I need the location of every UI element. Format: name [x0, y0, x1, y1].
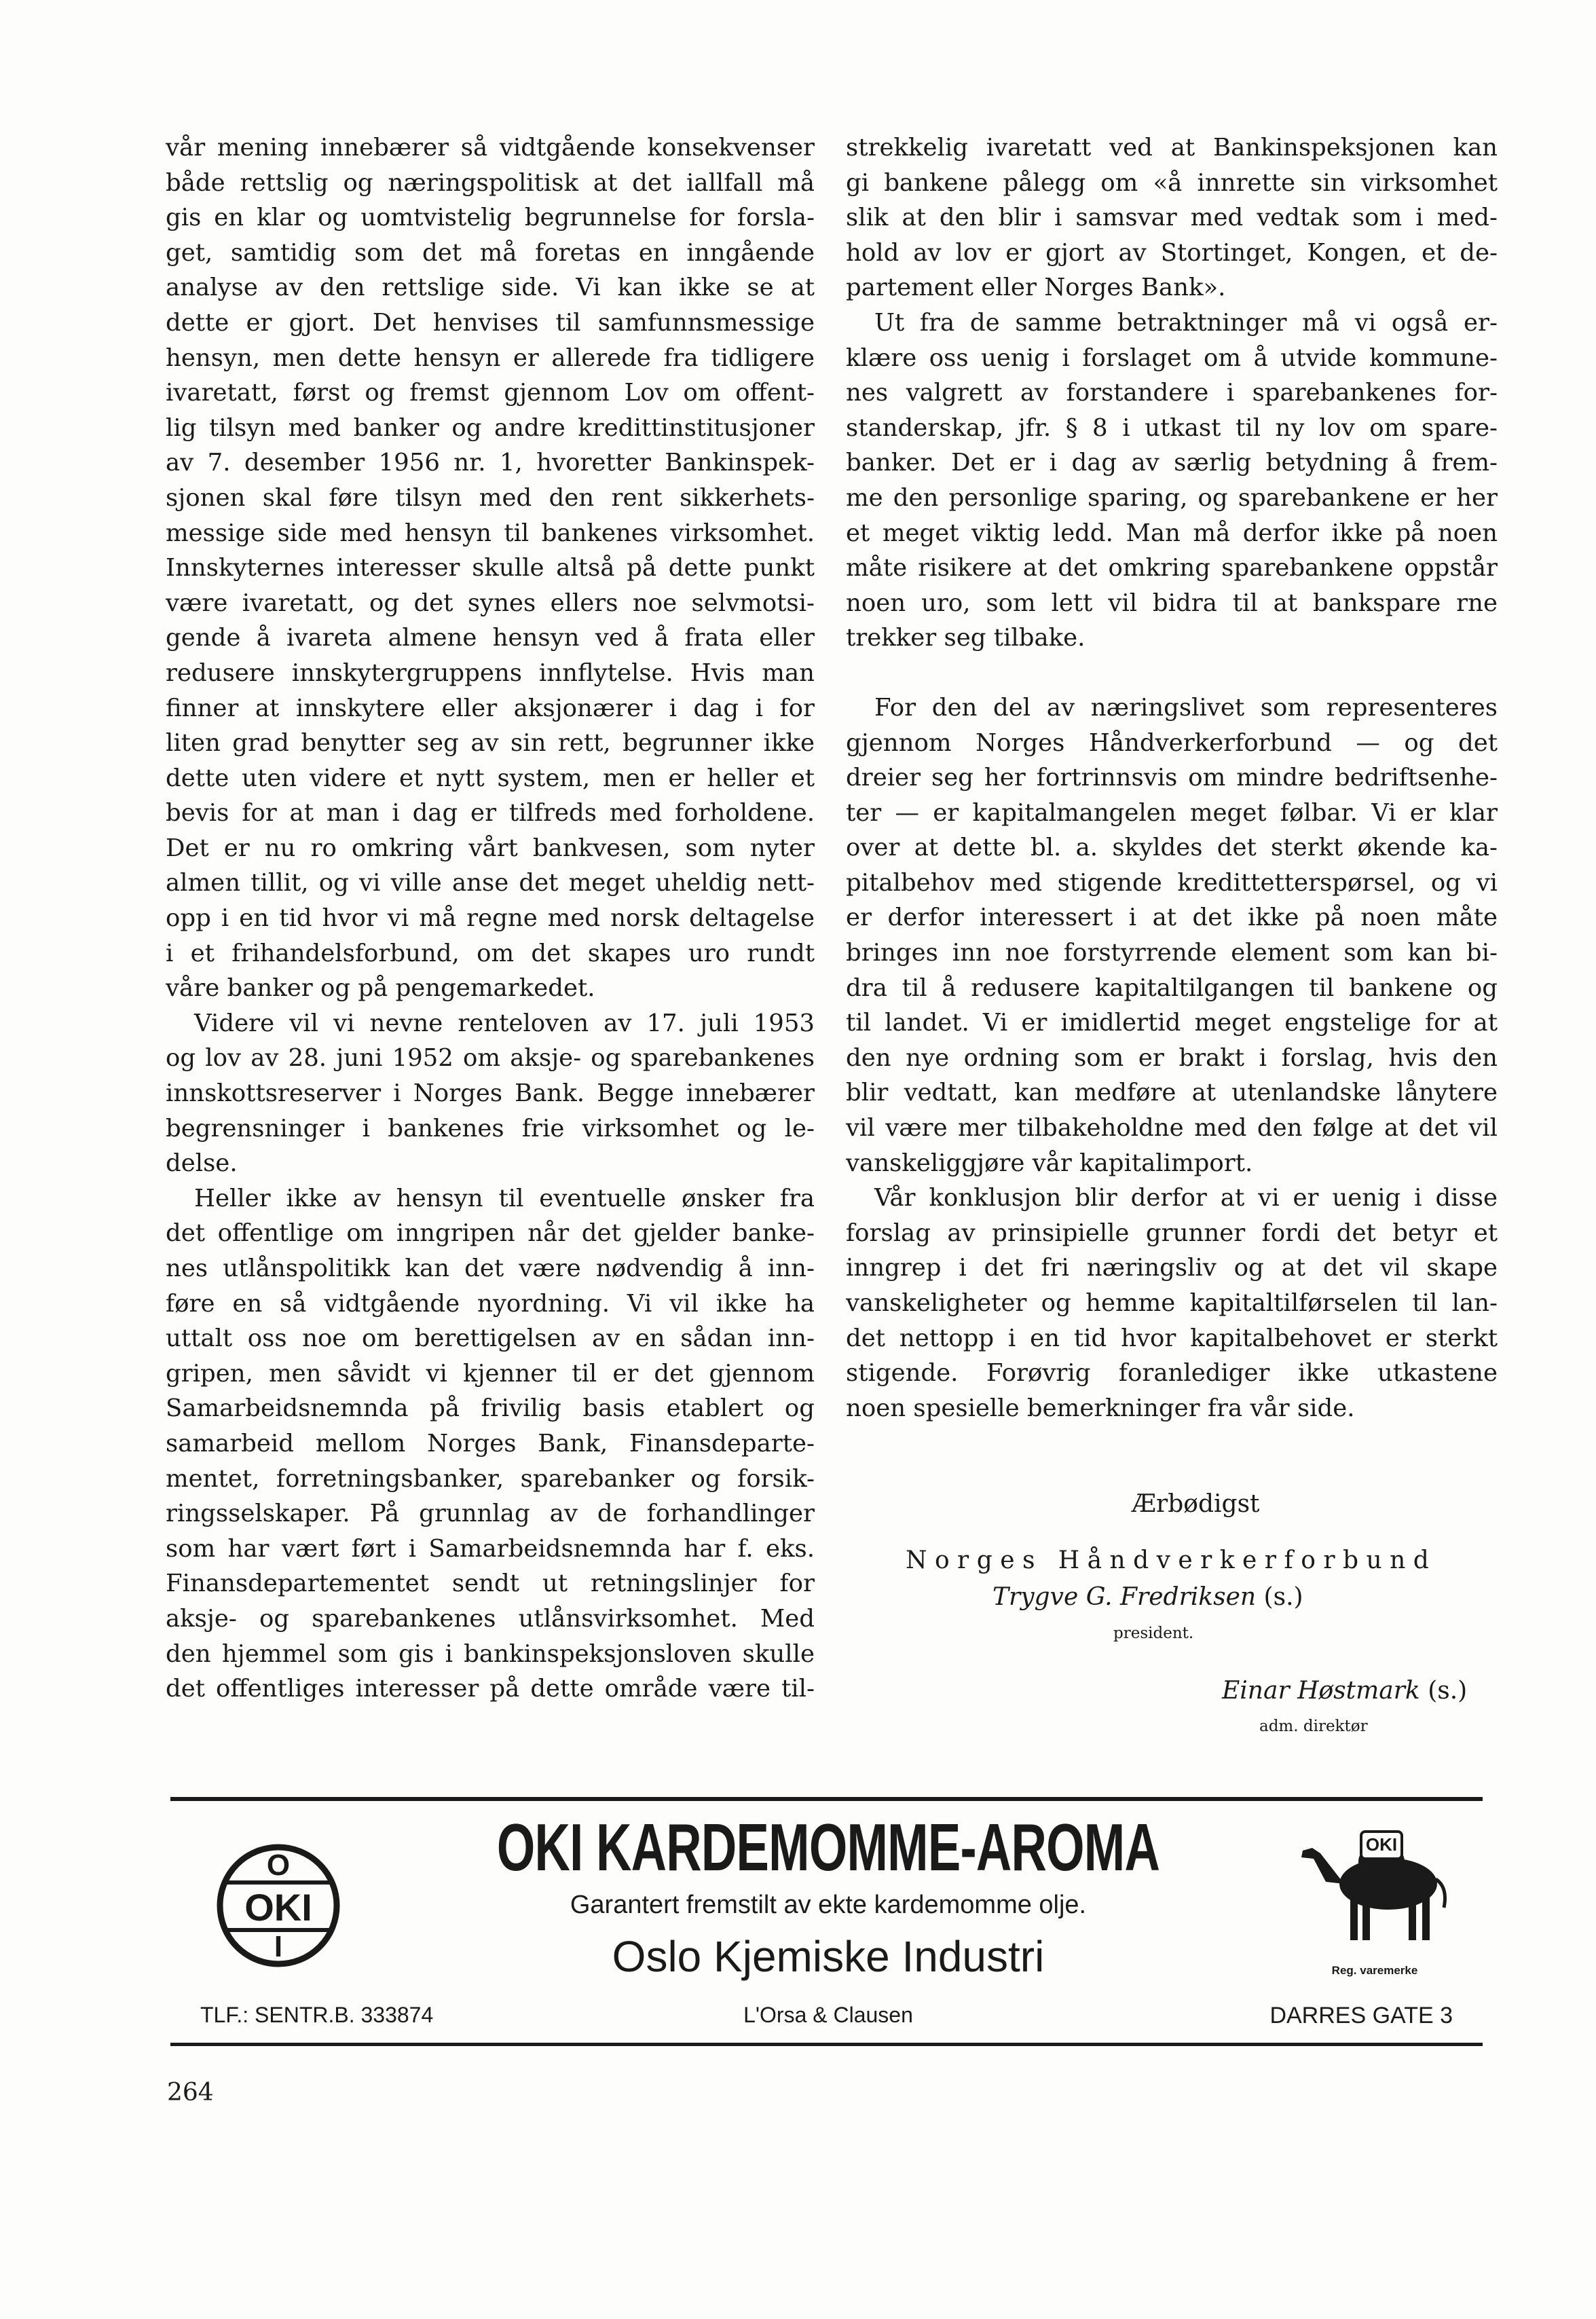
text-line: me den personlige sparing, og sparebankene er her [846, 483, 1498, 512]
text-line: noen uro, som lett vil bidra til at bankspare rne [846, 589, 1498, 617]
text-line: samarbeid mellom Norges Bank, Finansdeparte- [166, 1429, 815, 1458]
right-column [846, 130, 1498, 1426]
text-line: forslag av prinsipielle grunner fordi det betyr et [846, 1219, 1498, 1247]
text-line: Finansdepartementet sendt ut retningslinjer for [166, 1570, 815, 1598]
text-line: er derfor interessert i at det ikke på noen måte [846, 904, 1498, 932]
ad-phone: TLF.: SENTR.B. 333874 [200, 2003, 434, 2027]
text-line: måte risikere at det omkring sparebankene oppstår [846, 554, 1498, 582]
ad-address: DARRES GATE 3 [1269, 2003, 1453, 2028]
text-line: over at dette bl. a. skyldes det sterkt økende ka- [846, 834, 1498, 862]
text-line: nes utlånspolitikk kan det være nødvendig å inn- [166, 1255, 815, 1282]
text-line: uttalt oss noe om berettigelsen av en sådan inn- [166, 1324, 815, 1353]
text-line: både rettslig og næringspolitisk at det iallfall må [166, 168, 815, 197]
ad-company: Oslo Kjemiske Industri [612, 1932, 1045, 1981]
signer-1-name: Trygve G. Fredriksen [992, 1583, 1257, 1611]
organization-name: N o r g e s H å n d v e r k e r f o r b u n d [906, 1546, 1429, 1574]
text-line: det nettopp i en tid hvor kapitalbehovet er sterkt [846, 1324, 1498, 1352]
text-line: vanskeliggjøre vår kapitalimport. [846, 1149, 1253, 1177]
text-line: i et frihandelsforbund, om det skapes uro rundt [166, 939, 815, 967]
paragraph-gap [846, 656, 1498, 690]
text-line: noen spesielle bemerkninger fra vår side. [846, 1394, 1355, 1422]
text-line: våre banker og på pengemarkedet. [166, 974, 595, 1003]
text-line: klære oss uenig i forslaget om å utvide kommune- [846, 344, 1498, 372]
text-line: dette er gjort. Det henvises til samfunnsmessige [166, 308, 815, 337]
text-line: strekkelig ivaretatt ved at Bankinspeksjonen kan [846, 134, 1498, 162]
signer-2-name: Einar Høstmark [1222, 1677, 1420, 1705]
text-line: Innskyternes interesser skulle altså på dette punkt [166, 554, 815, 582]
text-line: et meget viktig ledd. Man må derfor ikke på noen [846, 519, 1498, 547]
text-line: av 7. desember 1956 nr. 1, hvoretter Bankinspek- [166, 449, 815, 477]
text-line: som har vært ført i Samarbeidsnemnda har f. eks. [166, 1534, 815, 1563]
text-line: analyse av den rettslige side. Vi kan ikke se at [166, 274, 815, 302]
text-line: innskottsreserver i Norges Bank. Begge innebærer [166, 1079, 815, 1108]
text-line: delse. [166, 1149, 238, 1178]
ad-bottom-rule [170, 2043, 1483, 2046]
text-line: dreier seg her fortrinnsvis om mindre bedriftsenhe- [846, 764, 1498, 792]
text-line: Samarbeidsnemnda på frivilig basis etablert og [166, 1394, 815, 1423]
text-line: bringes inn noe forstyrrende element som kan bi- [846, 939, 1498, 967]
text-line: være ivaretatt, og det synes ellers noe selvmotsi- [166, 589, 815, 617]
text-line: finner at innskytere eller aksjonærer i dag i for [166, 694, 815, 722]
text-line: ivaretatt, først og fremst gjennom Lov om offent- [166, 379, 815, 407]
ad-top-rule [170, 1797, 1483, 1801]
text-line: almen tillit, og vi ville anse det meget uheldig nett- [166, 869, 815, 897]
signer-1-mark: (s.) [1263, 1583, 1303, 1611]
text-line: get, samtidig som det må foretas en inngående [166, 238, 815, 267]
text-line: sjonen skal føre tilsyn med den rent sikkerhets- [166, 483, 815, 512]
text-line: dra til å redusere kapitaltilgangen til bankene og [846, 973, 1498, 1002]
text-line: til landet. Vi er imidlertid meget engstelige for at [846, 1009, 1498, 1037]
text-line: mentet, forretningsbanker, sparebanker og forsik- [166, 1464, 815, 1493]
text-line: gis en klar og uomtvistelig begrunnelse for forsla- [166, 204, 815, 232]
text-line: vil være mer tilbakeholdne med den følge at det vil [846, 1114, 1498, 1143]
text-line: gende å ivareta almene hensyn ved å frata eller [166, 624, 815, 652]
text-line: og lov av 28. juni 1952 om aksje- og sparebankenes [166, 1044, 815, 1073]
text-line: pitalbehov med stigende kredittetterspørsel, og vi [846, 868, 1498, 897]
text-line: det offentliges interesser på dette område være til- [166, 1675, 815, 1703]
text-line: banker. Det er i dag av særlig betydning å frem- [846, 449, 1498, 477]
camel-label: OKI [1365, 1834, 1398, 1855]
text-line: trekker seg tilbake. [846, 624, 1085, 652]
text-line: lig tilsyn med banker og andre kredittinstitusjoner [166, 413, 815, 442]
signer-2-title: adm. direktør [1259, 1718, 1368, 1735]
text-line: vanskeligheter og hemme kapitaltilførselen til lan- [846, 1289, 1498, 1317]
page-number: 264 [167, 2079, 214, 2107]
signer-2-mark: (s.) [1428, 1677, 1468, 1705]
text-line: begrensninger i bankenes frie virksomhet og le- [166, 1114, 815, 1143]
text-line: aksje- og sparebankenes utlånsvirksomhet. Med [166, 1604, 815, 1633]
text-line: gripen, men såvidt vi kjenner til er det gjennom [166, 1359, 815, 1388]
text-line: gjennom Norges Håndverkerforbund — og det [846, 728, 1498, 757]
text-line: ter — er kapitalmangelen meget følbar. Vi er klar [846, 798, 1498, 827]
text-line: Heller ikke av hensyn til eventuelle ønsker fra [194, 1184, 815, 1212]
left-column [166, 130, 815, 1707]
text-line: ringsselskaper. På grunnlag av de forhandlinger [166, 1500, 815, 1528]
text-line: nes valgrett av forstandere i sparebankenes for- [846, 379, 1498, 407]
text-line: det offentlige om inngripen når det gjelder banke- [166, 1219, 815, 1248]
text-line: For den del av næringslivet som representeres [874, 693, 1498, 722]
text-line: vår mening innebærer så vidtgående konsekvenser [166, 134, 815, 162]
trademark-label: Reg. varemerke [1331, 1964, 1418, 1977]
text-line: redusere innskytergruppens innflytelse. Hvis man [166, 658, 815, 687]
text-line: Videre vil vi nevne renteloven av 17. juli 1953 [194, 1009, 815, 1037]
text-line: stigende. Forøvrig foranlediger ikke utkastene [846, 1359, 1498, 1388]
text-line: den hjemmel som gis i bankinspeksjonsloven skulle [166, 1639, 815, 1668]
text-line: Det er nu ro omkring vårt bankvesen, som nyter [166, 834, 815, 862]
text-line: dette uten videre et nytt system, men er heller et [166, 764, 815, 792]
text-line: Vår konklusjon blir derfor at vi er uenig i disse [874, 1184, 1498, 1212]
ad-headline: OKI KARDEMOMME-AROMA [496, 1810, 1160, 1885]
oki-logo [214, 1830, 343, 1982]
text-line: hensyn, men dette hensyn er allerede fra tidligere [166, 344, 815, 372]
text-line: messige side med hensyn til bankenes virksomhet. [166, 519, 815, 547]
text-line: opp i en tid hvor vi må regne med norsk deltagelse [166, 904, 815, 933]
text-line: bevis for at man i dag er tilfreds med forholdene. [166, 799, 815, 828]
text-line: liten grad benytter seg av sin rett, begrunner ikke [166, 729, 815, 758]
signer-1-title: president. [1113, 1625, 1194, 1642]
logo-letter-bottom: I [274, 1930, 283, 1963]
text-line: inngrep i det fri næringsliv og at det vil skape [846, 1254, 1498, 1282]
logo-letter-top: O [266, 1849, 291, 1882]
camel-trademark [1293, 1819, 1456, 1948]
text-line: standerskap, jfr. § 8 i utkast til ny lov om spare- [846, 413, 1498, 442]
ad-tagline: Garantert fremstilt av ekte kardemomme olje. [570, 1891, 1087, 1919]
closing: Ærbødigst [1132, 1490, 1260, 1518]
logo-letters-middle: OKI [244, 1886, 312, 1929]
text-line: slik at den blir i samsvar med vedtak som i med- [846, 204, 1498, 232]
text-line: hold av lov er gjort av Stortinget, Kongen, et de- [846, 238, 1498, 267]
text-line: den nye ordning som er brakt i forslag, hvis den [846, 1043, 1498, 1072]
text-line: blir vedtatt, kan medføre at utenlandske lånytere [846, 1079, 1498, 1107]
text-line: føre en så vidtgående nyordning. Vi vil ikke ha [166, 1289, 815, 1318]
text-line: Ut fra de samme betraktninger må vi også er- [874, 308, 1498, 337]
text-line: gi bankene pålegg om «å innrette sin virksomhet [846, 168, 1498, 197]
ad-owners: L'Orsa & Clausen [743, 2003, 913, 2027]
signer-1 [992, 1583, 1303, 1611]
signer-2 [1222, 1677, 1467, 1705]
text-line: partement eller Norges Bank». [846, 274, 1226, 302]
